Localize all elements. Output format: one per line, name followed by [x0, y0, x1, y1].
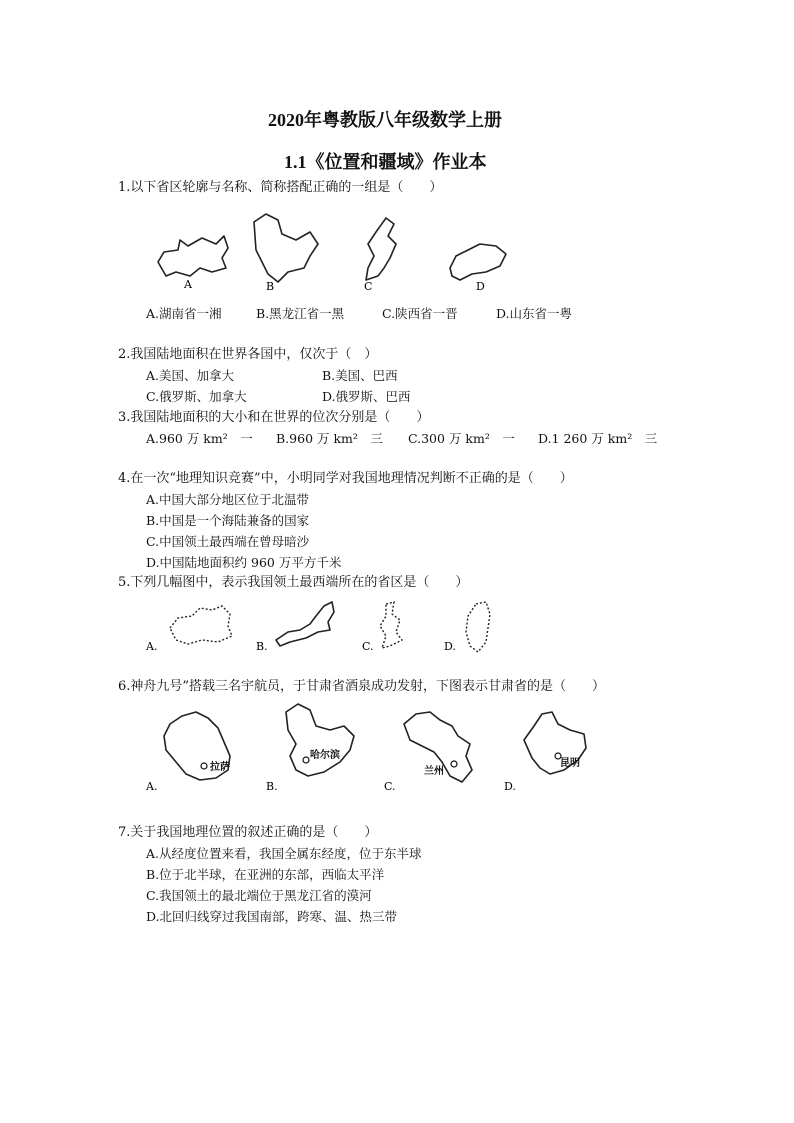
- q7-option-d: D.北回归线穿过我国南部，跨寒、温、热三带: [146, 909, 398, 924]
- question-1: 1.以下省区轮廓与名称、简称搭配正确的一组是（ ）: [118, 180, 443, 195]
- q4-option-c: C.中国领土最西端在曾母暗沙: [146, 534, 310, 549]
- q4-option-d: D.中国陆地面积约 960 万平方千米: [146, 555, 342, 570]
- q5-map-b-inner-mongolia: [256, 602, 334, 653]
- question-3: 3.我国陆地面积的大小和在世界的位次分别是（ ）: [118, 410, 430, 425]
- q6-map-label-a: A.: [146, 780, 158, 793]
- q3-option-c: C.300 万 km² 一: [408, 431, 515, 446]
- q4-option-b: B.中国是一个海陆兼备的国家: [146, 513, 310, 528]
- q2-option-b: B.美国、巴西: [322, 368, 398, 383]
- q6-map-label-c: C.: [384, 780, 396, 793]
- q1-map-b-heilongjiang: [254, 214, 318, 293]
- question-2: 2.我国陆地面积在世界各国中，仅次于（ ）: [118, 347, 378, 362]
- q6-city-lanzhou: 兰州: [424, 766, 444, 777]
- question-7: 7.关于我国地理位置的叙述正确的是（ ）: [118, 825, 378, 840]
- q5-map-c-shaanxi: [362, 602, 402, 653]
- q6-maps: [140, 700, 600, 800]
- q5-map-a-xinjiang: [145, 606, 232, 653]
- q1-option-d: D.山东省一粤: [496, 306, 573, 321]
- q1-map-c-shaanxi: [364, 218, 396, 293]
- q2-option-c: C.俄罗斯、加拿大: [146, 389, 247, 404]
- q1-map-label-d: D: [476, 280, 485, 293]
- q6-map-a-tibet: [145, 712, 230, 793]
- page-subtitle: 1.1《位置和疆域》作业本: [284, 152, 487, 172]
- q1-option-b: B.黑龙江省一黑: [256, 306, 345, 321]
- q6-map-c-gansu: [384, 712, 472, 793]
- q1-option-a: A.湖南省一湘: [146, 306, 222, 321]
- q1-maps: [150, 210, 530, 300]
- q1-map-label-b: B: [266, 280, 275, 293]
- q6-city-kunming: 昆明: [560, 758, 580, 769]
- q5-map-label-a: A.: [146, 640, 158, 653]
- page-title: 2020年粤教版八年级数学上册: [268, 110, 502, 130]
- q1-option-c: C.陕西省一晋: [382, 306, 458, 321]
- q5-map-d-taiwan: [444, 602, 490, 653]
- q1-map-d-guangdong: [450, 244, 506, 293]
- q5-map-label-b: B.: [256, 640, 268, 653]
- question-6: 6.神舟九号”搭载三名宇航员，于甘肃省酒泉成功发射，下图表示甘肃省的是（ ）: [118, 679, 606, 694]
- q6-map-b-heilongjiang: [266, 704, 354, 793]
- q3-option-a: A.960 万 km² 一: [146, 431, 253, 446]
- q5-map-label-d: D.: [444, 640, 456, 653]
- question-5: 5.下列几幅图中，表示我国领土最西端所在的省区是（ ）: [118, 575, 469, 590]
- q1-map-a-hunan: [158, 236, 228, 291]
- q5-map-label-c: C.: [362, 640, 374, 653]
- q6-city-lhasa: 拉萨: [210, 762, 230, 773]
- q3-option-d: D.1 260 万 km² 三: [538, 431, 658, 446]
- q7-option-a: A.从经度位置来看，我国全属东经度，位于东半球: [146, 846, 422, 861]
- q7-option-c: C.我国领土的最北端位于黑龙江省的漠河: [146, 888, 372, 903]
- q6-map-d-yunnan: [504, 712, 586, 793]
- q3-option-b: B.960 万 km² 三: [276, 431, 383, 446]
- q5-maps: [140, 596, 520, 658]
- q1-map-label-c: C: [364, 280, 373, 293]
- q6-map-label-b: B.: [266, 780, 278, 793]
- q2-option-a: A.美国、加拿大: [146, 368, 235, 383]
- q2-option-d: D.俄罗斯、巴西: [322, 389, 411, 404]
- q1-map-label-a: A: [184, 278, 192, 291]
- q6-city-harbin: 哈尔滨: [310, 750, 340, 761]
- q4-option-a: A.中国大部分地区位于北温带: [146, 492, 310, 507]
- question-4: 4.在一次“地理知识竞赛”中，小明同学对我国地理情况判断不正确的是（ ）: [118, 471, 573, 486]
- q7-option-b: B.位于北半球，在亚洲的东部，西临太平洋: [146, 867, 385, 882]
- q6-map-label-d: D.: [504, 780, 516, 793]
